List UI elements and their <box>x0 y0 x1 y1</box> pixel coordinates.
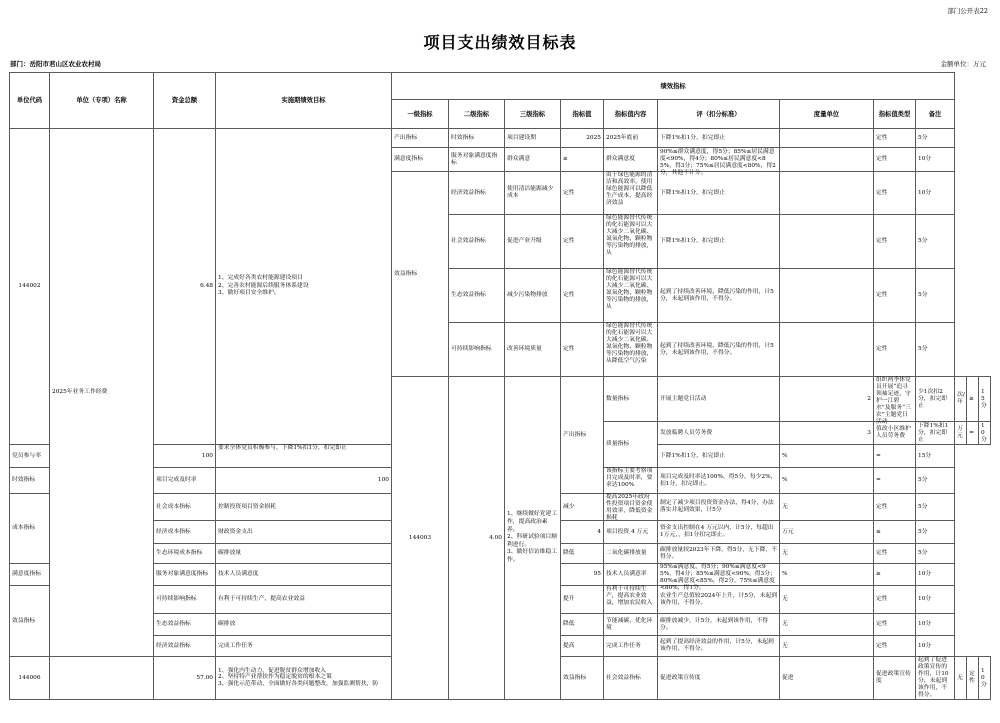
content-text: 组织两季体党员开展“追寻领袖足迹，守护一江碧水”及服务“三农”主题党日活动 <box>876 377 911 425</box>
type-cell: 定性 <box>874 129 916 148</box>
unit-cell: 无 <box>780 494 874 521</box>
level3-cell: 项目建设期 <box>505 129 561 148</box>
goal-line: 1、继续做好党建工作，提高政治素养。 <box>507 511 558 533</box>
unit-cell: 无 <box>780 614 874 636</box>
value-cell: 95 <box>561 564 604 586</box>
unit-cell <box>780 148 874 172</box>
content-text: 该指标主要考察项目完成及时率，要求达100% <box>606 468 653 488</box>
performance-table <box>9 72 991 700</box>
score-cell: 农业生产总值较2024年上升，计5分，未起到该作用，不得分。 <box>658 586 780 614</box>
score-cell: 制定了减少项目投资资金办法，得4分，办法落实并起到效果，计5分 <box>658 494 780 521</box>
score-cell: 起到了持续改善环境、降低污染的作用，计5分，未起到该作用，不得分。 <box>658 269 780 323</box>
score-cell: 碳排放减少，计5分，未起到该作用，不得分。 <box>658 614 780 636</box>
col-measure-unit: 度量单位 <box>780 100 874 129</box>
goal-line: 3、做好项目安全维护。 <box>218 290 280 297</box>
col-value-content: 指标值内容 <box>604 100 658 129</box>
level3-cell: 减少污染物排放 <box>505 269 561 323</box>
content-cell: 促进政策宣传度 <box>874 657 916 700</box>
value-cell: 3 <box>780 422 874 445</box>
score-cell: 起到了持续改善环境、降低污染的作用，计5分，未起到该作用，不得分。 <box>658 323 780 377</box>
remark-cell: 10分 <box>916 564 955 586</box>
value-cell: 降低 <box>561 614 604 636</box>
level3-cell: 改善环境质量 <box>505 323 561 377</box>
level3-cell: 碳排放量 <box>216 544 392 564</box>
level3-cell: 使用清洁能源减少成本 <box>505 172 561 215</box>
level3-cell: 发放临聘人员劳务费 <box>658 422 780 445</box>
level3-cell: 控制投资项目资金损耗 <box>216 494 392 521</box>
remark-cell: 5分 <box>916 544 955 564</box>
goal-line: 1、强化内生动力，促进脱贫群众增加收入 <box>218 667 327 674</box>
content-cell: 完成工作任务 <box>604 636 658 657</box>
score-cell: 资金支出控制在4 万元以内，计5分，每超出1万元，，扣1分扣完即止。 <box>658 521 780 544</box>
type-cell: 定性 <box>874 215 916 269</box>
type-cell: 定性 <box>874 586 916 614</box>
value-cell: 定性 <box>561 172 604 215</box>
content-cell <box>216 445 392 468</box>
value-cell: 100 <box>154 445 216 468</box>
funds-cell: 6.48 <box>154 129 216 445</box>
col-value-type: 指标值类型 <box>874 100 916 129</box>
unit-cell: 无 <box>955 657 967 700</box>
unit-cell <box>780 269 874 323</box>
unit-cell <box>780 172 874 215</box>
score-cell: 下降1%扣1分，扣完即止 <box>658 215 780 269</box>
content-text: 要求全体党员积极参与，下降1%扣1分，扣完即止 <box>218 445 347 451</box>
level2-cell: 经济效益指标 <box>154 636 216 657</box>
value-cell: 2 <box>780 377 874 422</box>
score-cell: 下降1%扣1分，扣完即止 <box>658 172 780 215</box>
col-scoring: 评（扣分标准） <box>658 100 780 129</box>
score-cell <box>658 564 780 591</box>
score-text: 90%≤群众满意度，得5分；85%≤居民满意度<90%，得4分；80%≤居民满意度<85%，得3分；75%≤居民满意度<80%，得2分，其他不计分。 <box>660 148 776 176</box>
content-cell: 值改小区维护人员劳务费 <box>874 422 916 445</box>
level2-cell: 服务对象满意度指标 <box>449 148 505 172</box>
table-row <box>10 129 991 148</box>
goal-cell <box>216 129 392 445</box>
unit-cell: % <box>780 468 874 494</box>
level1-cell: 满意度指标 <box>10 564 50 586</box>
value-cell: 100 <box>216 468 392 494</box>
content-text: 由于绿色能源的清洁和高效率，使用绿色能源可以降低生产成本，提高经济效益 <box>606 172 653 206</box>
remark-cell: 5分 <box>916 269 955 323</box>
type-cell: ≤ <box>874 521 916 544</box>
unit-cell <box>780 323 874 377</box>
goal-line: 1、完成好各类农村能源建设项目 <box>218 275 303 282</box>
content-cell: 2025年底前 <box>604 129 658 148</box>
project-name-cell: 2025年业务工作经费 <box>50 129 154 657</box>
score-cell: 项目完成及时率达100%，得5分，每少2%，扣1分，扣完即止。 <box>658 468 780 494</box>
type-cell: = <box>874 445 916 468</box>
score-cell <box>658 148 780 176</box>
value-cell: ≥ <box>561 148 604 172</box>
level3-cell: 项目完成及时率 <box>154 468 216 494</box>
level1-cell: 满意度指标 <box>392 148 449 172</box>
page-title: 项目支出绩效目标表 <box>423 33 577 52</box>
level3-cell: 完成工作任务 <box>216 636 392 657</box>
content-cell <box>604 215 658 269</box>
value-cell: 2025 <box>561 129 604 148</box>
level2-cell: 质量指标 <box>604 422 658 468</box>
content-cell: 技术人员满意率 <box>604 564 658 586</box>
content-cell <box>604 586 658 614</box>
value-cell: 提升 <box>561 586 604 614</box>
value-cell: 减少 <box>561 494 604 521</box>
col-unit-code: 单位代码 <box>10 73 50 129</box>
remark-cell: 10分 <box>916 148 955 172</box>
level3-cell: 促进政策宣传度 <box>658 657 780 700</box>
score-cell: 起到了促进政策宣传的作用，计10分，未起到该作用，不得分。 <box>916 657 955 700</box>
unit-cell: 万元 <box>955 422 967 445</box>
level2-cell: 服务对象满意度指标 <box>154 564 216 586</box>
department-label: 部门：岳阳市君山区农业农村局 <box>10 60 101 68</box>
content-cell <box>604 269 658 323</box>
col-level1: 一级指标 <box>392 100 449 129</box>
remark-cell: 10分 <box>979 422 991 445</box>
level2-cell: 生态环境成本指标 <box>154 544 216 564</box>
value-cell: 定性 <box>561 215 604 269</box>
level1-cell: 产出指标 <box>392 129 449 148</box>
level2-cell: 生态效益指标 <box>449 269 505 323</box>
content-text: 绿色能源替代传统的化石能源可以大大减少二氧化碳、氮氧化物、颗粒物等污染物的排放，从 <box>606 215 653 256</box>
content-text: 提高2025年政府性投资项目资金使用效率，降低资金损耗 <box>606 494 653 521</box>
level2-cell: 社会成本指标 <box>154 494 216 521</box>
unit-cell: 无 <box>780 544 874 564</box>
value-cell: 4 <box>561 521 604 544</box>
level2-cell: 数量指标 <box>604 377 658 422</box>
funds-cell: 4.00 <box>449 377 505 700</box>
level1-cell: 效益指标 <box>561 657 604 700</box>
remark-cell: 5分 <box>916 215 955 269</box>
level2-cell: 社会效益指标 <box>604 657 658 700</box>
value-cell: 定性 <box>561 269 604 323</box>
unit-cell: % <box>780 445 874 468</box>
type-cell: 定性 <box>874 172 916 215</box>
value-cell: 降低 <box>561 544 604 564</box>
goal-line: 3、做好信访维稳工作。 <box>507 549 558 563</box>
col-goal: 实施期绩效目标 <box>216 73 392 129</box>
content-cell <box>604 323 658 377</box>
remark-cell: 15分 <box>979 377 991 422</box>
unit-code-cell: 144006 <box>10 657 50 700</box>
content-cell: 项目投资 4 万元 <box>604 521 658 544</box>
col-value: 指标值 <box>561 100 604 129</box>
content-text: 绿色能源替代传统的化石能源可以大大减少二氧化碳、氮氧化物、颗粒物等污染物的排放，从 <box>606 269 653 310</box>
col-remark: 备注 <box>916 100 955 129</box>
level3-cell: 开展主题党日活动 <box>658 377 780 422</box>
score-cell: 下降1%扣1分，扣完即止 <box>658 129 780 148</box>
type-cell: = <box>967 422 979 445</box>
unit-cell: 万元 <box>780 521 874 544</box>
amount-unit-label: 金额单位：万元 <box>940 60 986 68</box>
content-cell: 群众满意度 <box>604 148 658 172</box>
remark-cell: 15分 <box>916 445 955 468</box>
header-row <box>10 73 991 100</box>
type-cell: 定性 <box>874 544 916 564</box>
value-cell: 提高 <box>561 636 604 657</box>
content-cell: 二氧化碳排放量 <box>604 544 658 564</box>
level2-cell: 可持续影响指标 <box>154 586 216 614</box>
unit-code-cell: 144003 <box>392 377 449 700</box>
score-cell: 起到了提高经济效益的作用，计5分，未起到该作用，不得分。 <box>658 636 780 657</box>
unit-cell: % <box>780 564 874 586</box>
level2-cell: 时效指标 <box>449 129 505 148</box>
level2-cell: 可持续影响指标 <box>449 323 505 377</box>
type-cell: 定性 <box>874 323 916 377</box>
content-cell <box>874 377 916 425</box>
remark-cell: 10分 <box>916 586 955 614</box>
goal-cell <box>505 377 561 700</box>
score-cell: 少1次扣2分，扣完即止 <box>916 377 955 422</box>
value-cell: 定性 <box>561 323 604 377</box>
score-cell: 碳排放量较2023年下降，得5分，无下降，不得分。 <box>658 544 780 564</box>
table-number: 部门公开表22 <box>947 7 988 15</box>
content-text: 有利于可持续生产，提高农业效益，增加农民收入 <box>606 586 653 606</box>
type-cell: 定性 <box>874 148 916 172</box>
goal-line: 2、科研试验项目顺利进行。 <box>507 534 558 548</box>
unit-cell: 无 <box>780 636 874 657</box>
level3-cell: 碳排放 <box>216 614 392 636</box>
remark-cell: 5分 <box>916 468 955 494</box>
goal-line: 3、强化示范带动，全面做好各类问题整改，加强监测帮扶，防 <box>218 680 379 687</box>
level3-cell: 群众满意 <box>505 148 561 172</box>
col-level2: 二级指标 <box>449 100 505 129</box>
goal-line: 2、完善农村能源后续服务体系建设 <box>218 282 309 289</box>
remark-cell: 5分 <box>916 494 955 521</box>
remark-cell: 10分 <box>916 636 955 657</box>
level3-cell: 技术人员满意度 <box>216 564 392 586</box>
remark-cell: 5分 <box>916 323 955 377</box>
level2-cell: 经济效益指标 <box>449 172 505 215</box>
value-cell: 促进 <box>780 657 874 700</box>
score-cell: 下降1%扣1分，扣完即止 <box>916 422 955 445</box>
project-name-cell <box>50 657 154 700</box>
remark-cell: 10分 <box>916 614 955 636</box>
type-cell: = <box>874 468 916 494</box>
content-cell <box>604 468 658 494</box>
unit-cell <box>780 215 874 269</box>
level3-cell: 党员参与率 <box>10 445 50 468</box>
content-cell <box>604 172 658 215</box>
funds-cell: 57.00 <box>154 657 216 700</box>
goal-line: 2、坚持特产业帮扶作为稳定脱贫的根本之策 <box>218 674 332 681</box>
type-cell: ≥ <box>967 377 979 422</box>
level1-cell: 效益指标 <box>10 586 50 657</box>
level2-cell: 社会效益指标 <box>449 215 505 269</box>
col-level3: 三级指标 <box>505 100 561 129</box>
score-text: 95%≤满意度，得5分；90%≤满意度<95%，得4分；85%≤满意度<90%，得3分；80%≤满意度<85%，得2分，75%≤满意度<80%，得1分。 <box>660 564 776 591</box>
remark-cell: 10分 <box>979 657 991 700</box>
remark-cell: 5分 <box>916 129 955 148</box>
score-cell: 下降1%扣1分，扣完即止 <box>658 445 780 468</box>
content-cell: 节能减碳，优化环境 <box>604 614 658 636</box>
type-cell: 定性 <box>874 614 916 636</box>
level2-cell: 时效指标 <box>10 468 50 494</box>
level3-cell: 有利于可持续生产，提高农业效益 <box>216 586 392 614</box>
unit-code-cell: 144002 <box>10 129 50 445</box>
type-cell: 定性 <box>874 269 916 323</box>
col-perf-group: 绩效指标 <box>392 73 955 100</box>
unit-cell: 次/年 <box>955 377 967 422</box>
col-unit-name: 单位（专项）名称 <box>50 73 154 129</box>
col-total-funds: 资金总额 <box>154 73 216 129</box>
unit-cell <box>780 129 874 148</box>
remark-cell: 5分 <box>916 521 955 544</box>
type-cell: 定性 <box>874 636 916 657</box>
content-text: 绿色能源替代传统的化石能源可以大大减少二氧化碳、氮氧化物、颗粒物等污染物的排放，从降低空气污染 <box>606 323 653 364</box>
unit-cell: 无 <box>780 586 874 614</box>
remark-cell: 10分 <box>916 172 955 215</box>
type-cell: ≥ <box>874 564 916 586</box>
level1-cell: 产出指标 <box>561 377 604 494</box>
level2-cell: 生态效益指标 <box>154 614 216 636</box>
content-cell <box>604 494 658 521</box>
type-cell: 定性 <box>874 494 916 521</box>
level1-cell: 效益指标 <box>392 172 449 377</box>
level3-cell: 财政资金支出 <box>216 521 392 544</box>
level2-cell: 经济成本指标 <box>154 521 216 544</box>
type-cell: 定性 <box>967 657 979 700</box>
goal-cell <box>216 657 392 700</box>
level1-cell: 成本指标 <box>10 494 50 564</box>
level3-cell: 促进产业升级 <box>505 215 561 269</box>
